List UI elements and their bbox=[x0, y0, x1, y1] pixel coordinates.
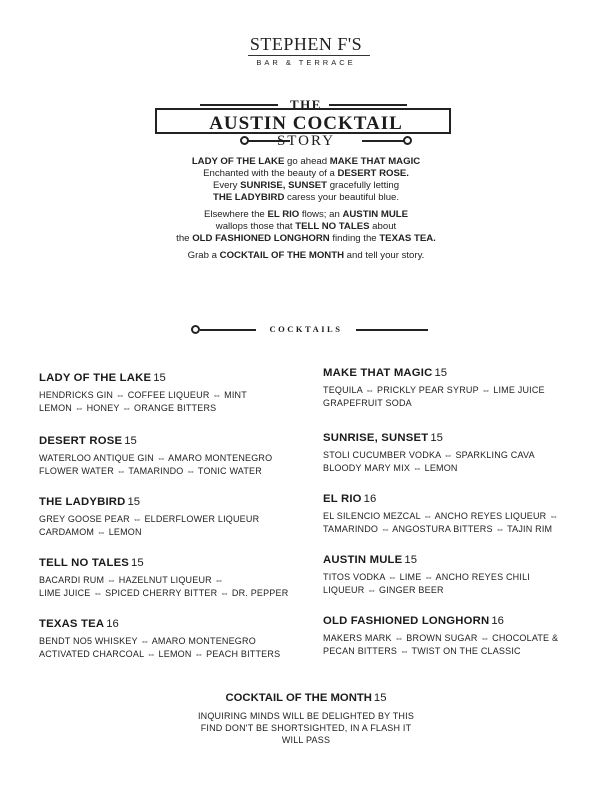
story-drink-name: SUNRISE, SUNSET bbox=[240, 180, 328, 191]
story-text: Elsewhere the bbox=[203, 209, 268, 220]
cocktail-description: INQUIRING MINDS WILL BE DELIGHTED BY THIS bbox=[197, 711, 415, 721]
story-drink-name: TELL NO TALES bbox=[295, 221, 370, 232]
story-line bbox=[0, 221, 612, 233]
cocktail-name: DESERT ROSE bbox=[39, 435, 123, 447]
cocktail-ingredients: MAKERS MARK ⇔ BROWN SUGAR ⇔ CHOCOLATE & bbox=[323, 633, 559, 643]
cocktail-price: 15 bbox=[434, 367, 448, 379]
cocktail-price: 15 bbox=[373, 692, 387, 704]
cocktail-price: 15 bbox=[127, 496, 141, 508]
cocktail-name: THE LADYBIRD bbox=[39, 496, 126, 508]
cocktail-ingredients: EL SILENCIO MEZCAL ⇔ ANCHO REYES LIQUEUR ⇔ bbox=[323, 511, 559, 521]
cocktail-price: 15 bbox=[404, 554, 417, 566]
story-line bbox=[0, 168, 612, 180]
story-drink-name: LADY OF THE LAKE bbox=[191, 156, 285, 167]
cocktail-item bbox=[323, 428, 593, 475]
story-text: and tell your story. bbox=[344, 250, 425, 261]
cocktail-price: 15 bbox=[131, 557, 144, 569]
cocktail-name: MAKE THAT MAGIC bbox=[323, 367, 433, 379]
cocktail-name: EL RIO bbox=[323, 493, 362, 505]
cocktail-ingredients: ACTIVATED CHARCOAL ⇔ LEMON ⇔ PEACH BITTERS bbox=[39, 649, 281, 659]
cocktail-price: 16 bbox=[106, 618, 119, 630]
brand-logo-name: STEPHEN F'S bbox=[249, 34, 363, 54]
story-paragraph-1 bbox=[0, 156, 612, 204]
cocktail-ingredients: BACARDI RUM ⇔ HAZELNUT LIQUEUR ⇔ bbox=[39, 575, 224, 585]
story-text: Grab a bbox=[187, 250, 220, 261]
story-line bbox=[0, 250, 612, 262]
page-title: AUSTIN COCKTAIL bbox=[209, 113, 403, 134]
cocktail-item bbox=[323, 363, 593, 410]
cocktail-ingredients: PECAN BITTERS ⇔ TWIST ON THE CLASSIC bbox=[323, 646, 521, 656]
cocktail-item bbox=[39, 614, 309, 661]
cocktail-ingredients: LEMON ⇔ HONEY ⇔ ORANGE BITTERS bbox=[39, 403, 217, 413]
story-text: about bbox=[369, 221, 397, 232]
story-line bbox=[0, 209, 612, 221]
cocktail-description: WILL PASS bbox=[281, 735, 331, 745]
cocktail-ingredients: BENDT NO5 WHISKEY ⇔ AMARO MONTENEGRO bbox=[39, 636, 256, 646]
story-paragraph-3 bbox=[0, 250, 612, 262]
cocktail-name: AUSTIN MULE bbox=[323, 554, 403, 566]
cocktail-item bbox=[323, 611, 593, 658]
cocktail-name: OLD FASHIONED LONGHORN bbox=[323, 615, 490, 627]
story-drink-name: DESERT ROSE. bbox=[337, 168, 409, 179]
title-story: STORY bbox=[276, 133, 336, 149]
cocktail-ingredients: TAMARINDO ⇔ ANGOSTURA BITTERS ⇔ TAJIN RIM bbox=[323, 524, 553, 534]
cocktail-name: TELL NO TALES bbox=[39, 557, 130, 569]
cocktail-item bbox=[323, 489, 593, 536]
cocktail-ingredients: WATERLOO ANTIQUE GIN ⇔ AMARO MONTENEGRO bbox=[39, 453, 273, 463]
cocktail-item bbox=[323, 550, 593, 597]
story-drink-name: THE LADYBIRD bbox=[212, 192, 285, 203]
cocktail-price: 15 bbox=[430, 432, 443, 444]
story-text: finding the bbox=[329, 233, 380, 244]
story-text: gracefully letting bbox=[327, 180, 400, 191]
cocktail-ingredients: STOLI CUCUMBER VODKA ⇔ SPARKLING CAVA bbox=[323, 450, 535, 460]
cocktail-ingredients: LIME JUICE ⇔ SPICED CHERRY BITTER ⇔ DR. PEPPER bbox=[39, 588, 289, 598]
cocktail-name: LADY OF THE LAKE bbox=[39, 372, 152, 384]
cocktail-item bbox=[39, 368, 309, 415]
story-drink-name: EL RIO bbox=[267, 209, 300, 220]
cocktail-name: COCKTAIL OF THE MONTH bbox=[225, 692, 372, 704]
story-drink-name: OLD FASHIONED LONGHORN bbox=[192, 233, 330, 244]
story-text: Enchanted with the beauty of a bbox=[203, 168, 338, 179]
cocktail-ingredients: LIQUEUR ⇔ GINGER BEER bbox=[323, 585, 444, 595]
cocktail-price: 16 bbox=[491, 615, 504, 627]
story-paragraph-2 bbox=[0, 209, 612, 245]
story-text: flows; an bbox=[299, 209, 343, 220]
story-drink-name: TEXAS TEA. bbox=[379, 233, 436, 244]
story-line bbox=[0, 180, 612, 192]
cocktail-item bbox=[39, 431, 309, 478]
story-drink-name: AUSTIN MULE bbox=[342, 209, 409, 220]
story-text: the bbox=[176, 233, 193, 244]
divider-right-rule bbox=[356, 329, 428, 331]
story-text: Every bbox=[212, 180, 241, 191]
cocktail-ingredients: TITOS VODKA ⇔ LIME ⇔ ANCHO REYES CHILI bbox=[323, 572, 530, 582]
cocktail-ingredients: GREY GOOSE PEAR ⇔ ELDERFLOWER LIQUEUR bbox=[39, 514, 260, 524]
story-line bbox=[0, 233, 612, 245]
brand-logo-rule bbox=[248, 55, 370, 56]
cocktail-price: 16 bbox=[363, 493, 377, 505]
cocktail-ingredients: HENDRICKS GIN ⇔ COFFEE LIQUEUR ⇔ MINT bbox=[39, 390, 247, 400]
cocktail-of-the-month bbox=[0, 688, 612, 746]
cocktail-description: FIND DON'T BE SHORTSIGHTED, IN A FLASH IT bbox=[200, 723, 412, 733]
brand-logo-subtitle: BAR & TERRACE bbox=[256, 58, 356, 67]
cocktail-ingredients: CARDAMOM ⇔ LEMON bbox=[39, 527, 142, 537]
story-line bbox=[0, 156, 612, 168]
cocktail-ingredients: TEQUILA ⇔ PRICKLY PEAR SYRUP ⇔ LIME JUICE bbox=[323, 385, 545, 395]
story-line bbox=[0, 192, 612, 204]
cocktail-name: TEXAS TEA bbox=[39, 618, 105, 630]
cocktail-ingredients: BLOODY MARY MIX ⇔ LEMON bbox=[323, 463, 458, 473]
cocktail-name: SUNRISE, SUNSET bbox=[323, 432, 429, 444]
cocktail-price: 15 bbox=[124, 435, 137, 447]
cocktail-ingredients: FLOWER WATER ⇔ TAMARINDO ⇔ TONIC WATER bbox=[39, 466, 262, 476]
cocktail-ingredients: GRAPEFRUIT SODA bbox=[323, 398, 412, 408]
story-drink-name: COCKTAIL OF THE MONTH bbox=[219, 250, 344, 261]
story-drink-name: MAKE THAT MAGIC bbox=[329, 156, 421, 167]
story-text: wallops those that bbox=[215, 221, 296, 232]
story-text: go ahead bbox=[284, 156, 330, 167]
cocktail-item bbox=[39, 553, 309, 600]
section-label-cocktails: COCKTAILS bbox=[269, 324, 343, 334]
cocktail-price: 15 bbox=[153, 372, 166, 384]
story-text: caress your beautiful blue. bbox=[284, 192, 400, 203]
title-the: THE bbox=[290, 97, 322, 112]
cocktail-item bbox=[39, 492, 309, 539]
